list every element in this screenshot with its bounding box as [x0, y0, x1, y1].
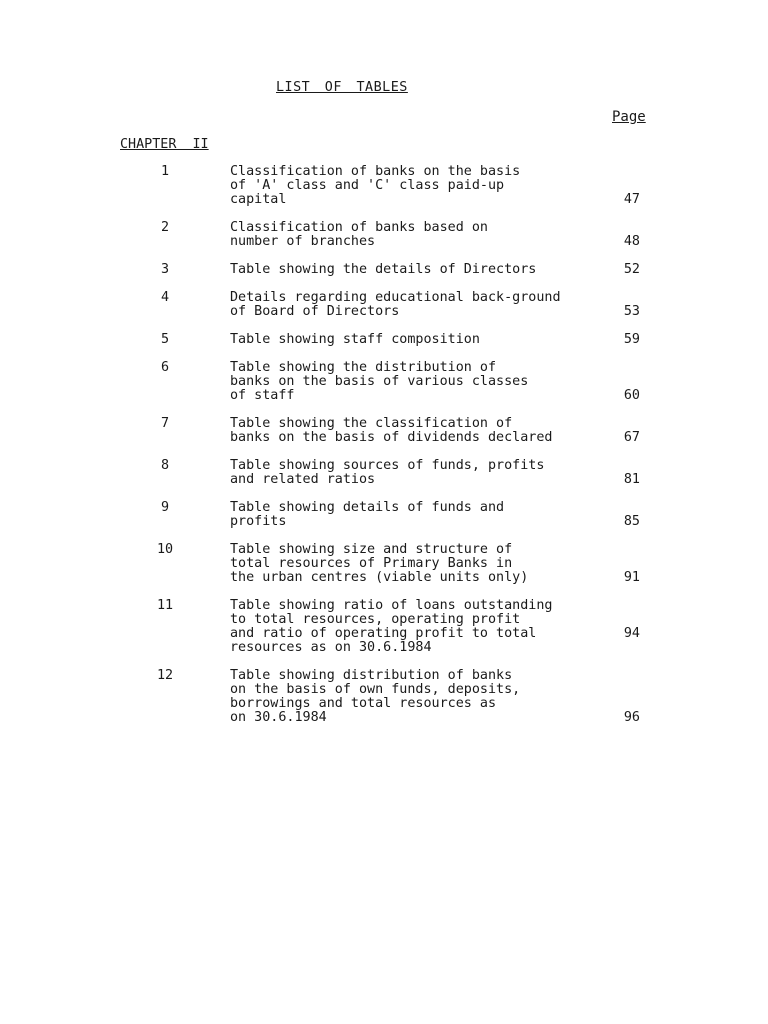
entry-number: 11	[156, 598, 174, 613]
entry-description: Table showing the distribution of banks on the basis of various classes of staff	[230, 360, 529, 403]
entry-page: 81	[623, 472, 640, 487]
entry-description: Table showing sources of funds, profits and related ratios	[230, 458, 545, 487]
entry-number: 7	[160, 416, 170, 431]
page-column-heading: Page	[612, 109, 646, 125]
entry-description: Table showing the details of Directors	[230, 262, 537, 277]
entry-description: Details regarding educational back-ground of Board of Directors	[230, 290, 561, 319]
entry-number: 12	[156, 668, 174, 683]
entry-page: 47	[623, 192, 640, 207]
entry-page: 60	[623, 388, 640, 403]
entry-description: Table showing staff composition	[230, 332, 480, 347]
table-list	[0, 165, 768, 739]
entry-number: 5	[160, 332, 170, 347]
entry-description: Classification of banks based on number of branches	[230, 220, 488, 249]
list-item	[0, 417, 768, 445]
entry-number: 3	[160, 262, 170, 277]
entry-page: 52	[623, 262, 640, 277]
entry-number: 10	[156, 542, 174, 557]
list-item	[0, 263, 768, 277]
list-item	[0, 221, 768, 249]
list-item	[0, 599, 768, 655]
list-item	[0, 333, 768, 347]
entry-page: 85	[623, 514, 640, 529]
entry-description: Table showing details of funds and profits	[230, 500, 505, 529]
entry-description: Table showing ratio of loans outstanding to total resources, operating profit and ratio of operating profit to total resources as on 30.6.1984	[230, 598, 553, 655]
entry-number: 4	[160, 290, 170, 305]
chapter-heading: CHAPTER II	[120, 137, 209, 152]
list-item	[0, 165, 768, 207]
entry-number: 9	[160, 500, 170, 515]
list-item	[0, 291, 768, 319]
entry-page: 67	[623, 430, 640, 445]
list-item	[0, 543, 768, 585]
entry-number: 6	[160, 360, 170, 375]
list-item	[0, 669, 768, 725]
entry-number: 2	[160, 220, 170, 235]
list-item	[0, 459, 768, 487]
entry-number: 8	[160, 458, 170, 473]
entry-page: 53	[623, 304, 640, 319]
entry-description: Table showing size and structure of total resources of Primary Banks in the urban centres (viable units only)	[230, 542, 529, 585]
page-title: LIST OF TABLES	[276, 80, 408, 95]
entry-description: Classification of banks on the basis of 'A' class and 'C' class paid-up capital	[230, 164, 521, 207]
entry-page: 48	[623, 234, 640, 249]
entry-description: Table showing the classification of banks on the basis of dividends declared	[230, 416, 553, 445]
entry-description: Table showing distribution of banks on the basis of own funds, deposits, borrowings and total resources as on 30.6.1984	[230, 668, 521, 725]
entry-page: 91	[623, 570, 640, 585]
entry-page: 94	[623, 626, 640, 641]
list-item	[0, 361, 768, 403]
entry-page: 59	[623, 332, 640, 347]
entry-number: 1	[160, 164, 170, 179]
entry-page: 96	[623, 710, 640, 725]
list-item	[0, 501, 768, 529]
